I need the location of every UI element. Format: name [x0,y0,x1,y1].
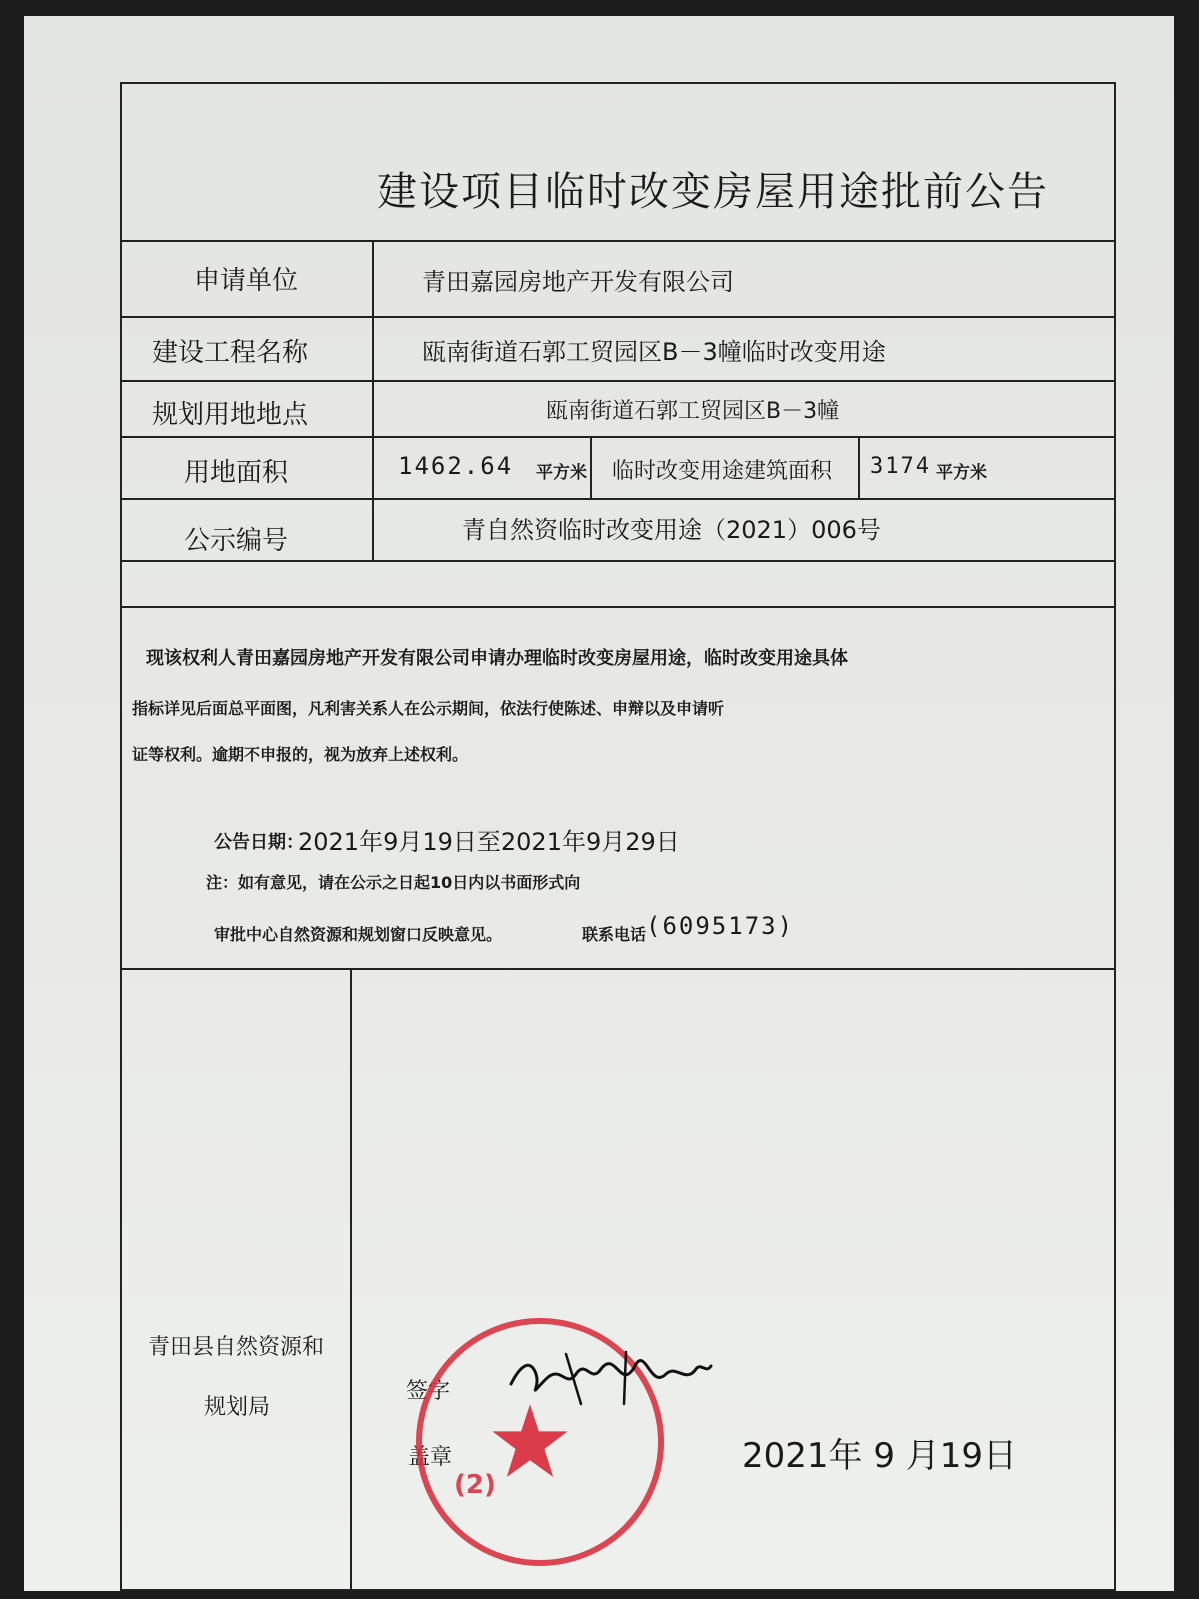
notice-paper [24,16,1174,1591]
column-divider [590,436,592,498]
phone-label: 联系电话 [582,925,647,944]
divider [122,240,1114,242]
body-line-1: 现该权利人青田嘉园房地产开发有限公司申请办理临时改变房屋用途，临时改变用途具体 [146,648,848,669]
column-divider [350,968,352,1589]
seal-number: (2) [454,1470,496,1500]
phone-value: (6095173) [646,912,795,940]
org-line-1: 青田县自然资源和 [148,1335,325,1360]
applicant-value: 青田嘉园房地产开发有限公司 [422,268,734,296]
seal-label: 盖章 [408,1445,453,1470]
divider [122,498,1114,500]
divider [122,560,1114,562]
note-line-1: 注：如有意见，请在公示之日起10日内以书面形式向 [206,873,581,892]
date-value: 2021年9月19日至2021年9月29日 [298,828,680,856]
sign-label: 签字 [406,1379,451,1404]
location-value: 瓯南街道石郭工贸园区B－3幢 [546,399,840,424]
divider [122,436,1114,438]
date-label: 公告日期： [214,832,304,853]
footer-date: 2021年 9 月19日 [742,1436,1018,1476]
temp-area-unit: 平方米 [936,463,987,483]
note-line-2: 审批中心自然资源和规划窗口反映意见。 [214,925,503,944]
notice-title: 建设项目临时改变房屋用途批前公告 [377,169,1049,215]
divider [122,316,1114,318]
applicant-label: 申请单位 [194,266,299,296]
project-value: 瓯南街道石郭工贸园区B－3幢临时改变用途 [422,338,886,366]
location-label: 规划用地地点 [152,400,309,430]
handwritten-signature [506,1344,716,1414]
temp-area-label: 临时改变用途建筑面积 [612,459,833,484]
column-divider [372,240,374,560]
notice-no-value: 青自然资临时改变用途（2021）006号 [462,516,881,544]
area-value: 1462.64 [398,452,514,480]
divider [122,606,1114,608]
temp-area-value: 3174 [870,454,931,479]
area-unit: 平方米 [536,463,587,483]
divider [122,968,1114,970]
body-line-3: 证等权利。逾期不申报的，视为放弃上述权利。 [132,745,469,764]
body-line-2: 指标详见后面总平面图，凡利害关系人在公示期间，依法行使陈述、申辩以及申请听 [132,699,725,718]
column-divider [858,436,860,498]
project-label: 建设工程名称 [152,338,309,368]
notice-no-label: 公示编号 [184,526,289,556]
org-line-2: 规划局 [204,1395,271,1420]
divider [122,380,1114,382]
area-label: 用地面积 [184,458,289,488]
